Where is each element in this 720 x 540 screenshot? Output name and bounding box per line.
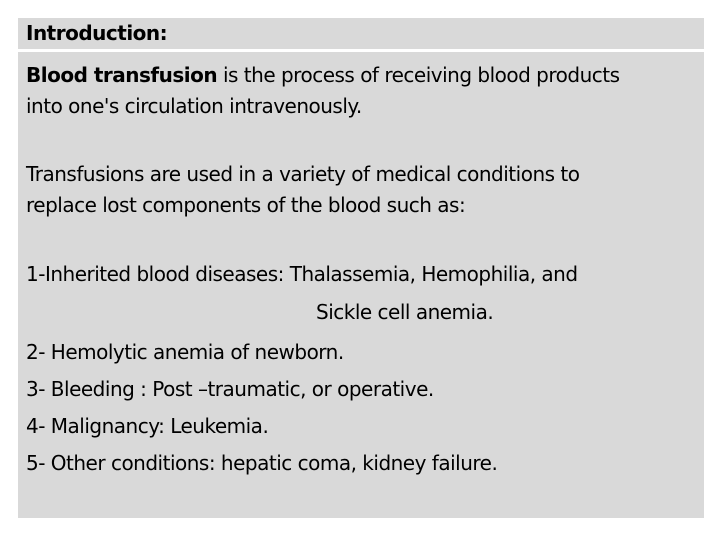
- usage-line-1: Transfusions are used in a variety of medical conditions to: [26, 162, 580, 186]
- list-item-bleeding: 3- Bleeding : Post –traumatic, or operative.: [26, 377, 434, 401]
- usage-line-2: replace lost components of the blood such as:: [26, 193, 466, 217]
- definition-text: is the process of receiving blood products: [217, 63, 620, 87]
- usage-paragraph: [26, 159, 696, 221]
- content-box: [18, 52, 704, 518]
- list-item-inherited: 1-Inherited blood diseases: Thalassemia, Hemophilia, and: [26, 262, 578, 286]
- definition-text-line2: into one's circulation intravenously.: [26, 94, 362, 118]
- list-item-malignancy: 4- Malignancy: Leukemia.: [26, 414, 269, 438]
- definition-paragraph: [26, 60, 696, 122]
- list-item-hemolytic: 2- Hemolytic anemia of newborn.: [26, 340, 344, 364]
- list-item-inherited-continued: Sickle cell anemia.: [316, 300, 494, 324]
- list-item-other: 5- Other conditions: hepatic coma, kidney failure.: [26, 451, 498, 475]
- header-box: [18, 18, 704, 49]
- definition-term: Blood transfusion: [26, 63, 218, 87]
- page-title: Introduction:: [26, 21, 168, 45]
- conditions-list: [26, 259, 696, 482]
